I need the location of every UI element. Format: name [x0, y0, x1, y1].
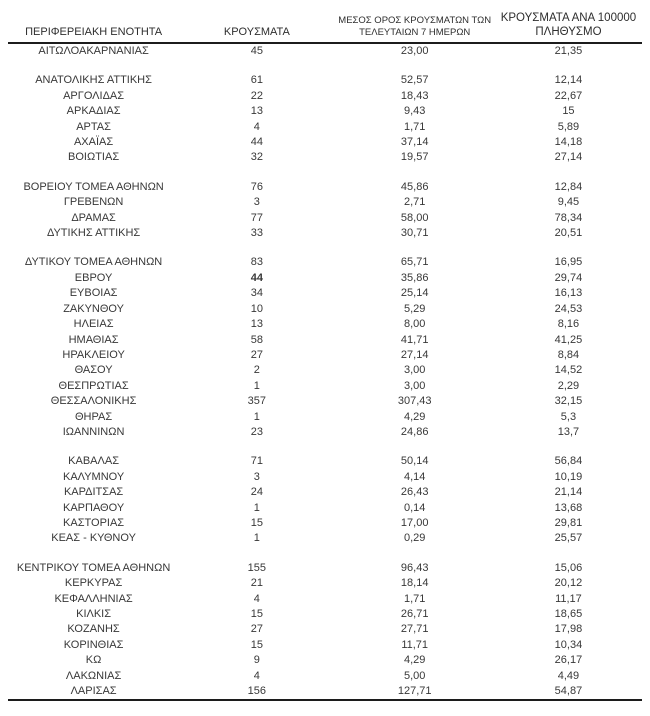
group-spacer-cell — [8, 440, 642, 454]
col-header-per100k — [495, 12, 642, 43]
cell-region: ΕΥΒΟΙΑΣ — [69, 287, 118, 300]
table-header — [8, 12, 642, 43]
table-row — [8, 271, 642, 286]
table-row — [8, 363, 642, 378]
table-row — [8, 226, 642, 241]
cell-per100k: 4,49 — [557, 669, 580, 682]
cell-region: ΖΑΚΥΝΘΟΥ — [63, 302, 124, 315]
cell-region: ΙΩΑΝΝΙΝΩΝ — [62, 425, 125, 438]
cell-per100k: 11,17 — [555, 592, 582, 605]
cell-avg7: 96,43 — [400, 561, 429, 574]
cell-per100k: 27,14 — [554, 151, 583, 164]
cell-per100k: 15 — [562, 105, 575, 118]
cell-avg7: 26,43 — [400, 486, 429, 499]
cell-cases: 13 — [250, 105, 263, 118]
cell-avg7: 26,71 — [400, 608, 429, 620]
cell-region: ΚΩ — [85, 654, 102, 667]
cell-avg7: 41,71 — [400, 333, 429, 346]
cell-cases: 58 — [250, 333, 263, 346]
table-row — [8, 379, 642, 394]
cell-cases: 1 — [253, 379, 260, 392]
cell-per100k: 10,19 — [554, 470, 583, 483]
cell-region: ΚΑΡΠΑΘΟΥ — [63, 501, 125, 514]
cell-region: ΚΑΒΑΛΑΣ — [68, 455, 119, 468]
cell-per100k: 41,25 — [554, 333, 583, 346]
cell-avg7: 24,86 — [400, 425, 429, 438]
col-header-cases — [179, 12, 334, 43]
cell-avg7: 127,71 — [397, 685, 432, 698]
cell-region: ΘΑΣΟΥ — [74, 364, 113, 377]
cell-per100k: 20,12 — [554, 577, 583, 590]
cell-region: ΑΧΑΪΑΣ — [73, 136, 114, 149]
table-row — [8, 286, 642, 301]
table-row — [8, 150, 642, 165]
cell-region: ΑΙΤΩΛΟΑΚΑΡΝΑΝΙΑΣ — [38, 45, 149, 57]
cell-avg7: 4,29 — [403, 410, 426, 423]
cell-region: ΑΡΚΑΔΙΑΣ — [66, 105, 121, 118]
col-header-per100k-line1: ΚΡΟΥΣΜΑΤΑ ΑΝΑ 100000 — [500, 12, 637, 24]
cell-avg7: 65,71 — [400, 256, 429, 269]
cell-avg7: 18,14 — [400, 577, 429, 590]
cell-cases: 1 — [253, 532, 260, 545]
table-row — [8, 531, 642, 546]
col-header-cases-label: ΚΡΟΥΣΜΑΤΑ — [223, 26, 290, 38]
cell-per100k: 26,17 — [554, 654, 583, 667]
cell-per100k: 18,65 — [554, 608, 583, 620]
cell-avg7: 307,43 — [397, 395, 432, 408]
group-spacer — [8, 440, 642, 454]
cell-cases: 22 — [250, 89, 263, 102]
cell-per100k: 21,14 — [554, 486, 583, 499]
table-row — [8, 348, 642, 363]
cell-cases: 45 — [250, 45, 263, 57]
cell-cases: 32 — [250, 151, 263, 164]
cell-cases: 2 — [253, 364, 260, 377]
cell-region: ΚΑΣΤΟΡΙΑΣ — [63, 516, 125, 529]
cell-avg7: 3,00 — [403, 379, 426, 392]
table-row — [8, 454, 642, 469]
cell-region: ΗΜΑΘΙΑΣ — [68, 333, 119, 346]
table-row — [8, 89, 642, 104]
cell-per100k: 10,34 — [554, 638, 583, 651]
cell-avg7: 37,14 — [400, 136, 429, 149]
cell-per100k: 9,45 — [557, 196, 580, 209]
cell-region: ΘΕΣΣΑΛΟΝΙΚΗΣ — [50, 395, 137, 408]
cell-avg7: 0,29 — [403, 532, 426, 545]
cell-region: ΛΑΚΩΝΙΑΣ — [65, 669, 122, 682]
table-row — [8, 135, 642, 150]
cell-cases: 155 — [247, 561, 267, 574]
table-row — [8, 425, 642, 440]
cell-cases: 9 — [253, 654, 260, 667]
cell-cases: 357 — [247, 395, 267, 408]
cell-region: ΚΕΑΣ - ΚΥΘΝΟΥ — [51, 532, 136, 545]
cell-avg7: 18,43 — [400, 89, 429, 102]
cell-region: ΚΙΛΚΙΣ — [76, 608, 112, 620]
cell-region: ΕΒΡΟΥ — [74, 271, 113, 284]
cell-per100k: 16,95 — [554, 256, 583, 269]
cell-cases: 33 — [250, 227, 263, 240]
table-row — [8, 669, 642, 684]
cell-cases: 83 — [250, 256, 263, 269]
cell-per100k: 8,16 — [557, 318, 580, 331]
cell-per100k: 17,98 — [554, 623, 583, 636]
col-header-region — [8, 12, 179, 43]
cell-region: ΚΟΡΙΝΘΙΑΣ — [63, 638, 124, 651]
table-row — [8, 317, 642, 332]
cell-cases: 24 — [250, 486, 263, 499]
cell-per100k: 32,15 — [554, 395, 583, 408]
group-spacer — [8, 241, 642, 255]
cell-cases: 3 — [253, 196, 260, 209]
cell-region: ΒΟΡΕΙΟΥ ΤΟΜΕΑ ΑΘΗΝΩΝ — [23, 180, 164, 193]
table-row — [8, 684, 642, 700]
cell-per100k: 14,18 — [554, 136, 583, 149]
cell-per100k: 22,67 — [554, 89, 583, 102]
cell-avg7: 17,00 — [400, 516, 429, 529]
cell-avg7: 19,57 — [400, 151, 429, 164]
cell-avg7: 5,00 — [403, 669, 426, 682]
cell-avg7: 11,71 — [401, 638, 429, 651]
cell-cases: 44 — [250, 136, 263, 149]
cell-cases: 156 — [247, 685, 267, 698]
cell-cases: 23 — [250, 425, 263, 438]
table-row — [8, 394, 642, 409]
cell-avg7: 4,14 — [403, 470, 426, 483]
cell-region: ΚΕΦΑΛΛΗΝΙΑΣ — [54, 592, 133, 605]
cell-per100k: 13,68 — [554, 501, 583, 514]
table-body — [8, 43, 642, 700]
cell-per100k: 56,84 — [554, 455, 583, 468]
col-header-avg7-line1: ΜΕΣΟΣ ΟΡΟΣ ΚΡΟΥΣΜΑΤΩΝ ΤΩΝ — [338, 15, 492, 26]
group-spacer-cell — [8, 241, 642, 255]
cell-avg7: 45,86 — [400, 180, 429, 193]
header-row — [8, 12, 642, 43]
cell-avg7: 27,71 — [400, 623, 429, 636]
cell-cases: 27 — [250, 623, 263, 636]
cell-cases: 15 — [250, 516, 263, 529]
cell-avg7: 3,00 — [403, 364, 426, 377]
cell-cases: 1 — [253, 501, 260, 514]
cell-region: ΚΕΝΤΡΙΚΟΥ ΤΟΜΕΑ ΑΘΗΝΩΝ — [16, 561, 171, 574]
group-spacer — [8, 166, 642, 180]
cell-region: ΗΡΑΚΛΕΙΟΥ — [62, 348, 125, 361]
cell-region: ΗΛΕΙΑΣ — [73, 318, 114, 331]
cell-per100k: 21,35 — [554, 45, 583, 57]
table-row — [8, 622, 642, 637]
cell-avg7: 2,71 — [403, 196, 426, 209]
table-row — [8, 255, 642, 270]
table-row — [8, 43, 642, 59]
table-row — [8, 302, 642, 317]
cell-avg7: 1,71 — [403, 120, 426, 133]
table-row — [8, 592, 642, 607]
col-header-avg7 — [335, 12, 495, 43]
cell-per100k: 29,74 — [554, 271, 583, 284]
cell-avg7: 1,71 — [403, 592, 426, 605]
cell-avg7: 4,29 — [403, 654, 426, 667]
cell-region: ΔΥΤΙΚΟΥ ΤΟΜΕΑ ΑΘΗΝΩΝ — [24, 256, 163, 269]
cell-region: ΚΑΛΥΜΝΟΥ — [62, 470, 125, 483]
table-row — [8, 470, 642, 485]
cell-per100k: 15,06 — [554, 561, 583, 574]
cell-avg7: 52,57 — [400, 74, 429, 87]
cell-region: ΚΟΖΑΝΗΣ — [67, 623, 120, 636]
table-row — [8, 501, 642, 516]
cell-region: ΒΟΙΩΤΙΑΣ — [68, 151, 120, 164]
cell-region: ΑΝΑΤΟΛΙΚΗΣ ΑΤΤΙΚΗΣ — [35, 74, 152, 87]
group-spacer-cell — [8, 59, 642, 73]
cell-per100k: 78,34 — [554, 211, 583, 224]
cell-cases: 71 — [250, 455, 263, 468]
col-header-per100k-line2: ΠΛΗΘΥΣΜΟ — [535, 25, 602, 38]
cell-region: ΘΗΡΑΣ — [75, 410, 113, 423]
table-row — [8, 410, 642, 425]
cell-per100k: 8,84 — [557, 348, 580, 361]
cell-per100k: 12,84 — [554, 180, 583, 193]
cell-region: ΛΑΡΙΣΑΣ — [70, 685, 117, 698]
cell-avg7: 30,71 — [400, 227, 429, 240]
cell-region: ΓΡΕΒΕΝΩΝ — [63, 196, 124, 209]
cell-region: ΚΑΡΔΙΤΣΑΣ — [63, 486, 124, 499]
regional-cases-table — [8, 12, 642, 701]
cell-cases: 15 — [250, 638, 263, 651]
group-spacer-cell — [8, 547, 642, 561]
cell-per100k: 20,51 — [554, 227, 583, 240]
cell-region: ΔΡΑΜΑΣ — [71, 211, 116, 224]
cell-cases: 1 — [253, 410, 260, 423]
group-spacer — [8, 547, 642, 561]
table-row — [8, 638, 642, 653]
cell-cases: 4 — [253, 669, 260, 682]
cell-avg7: 27,14 — [400, 348, 429, 361]
table-row — [8, 576, 642, 591]
cell-avg7: 25,14 — [400, 287, 429, 300]
cell-per100k: 14,52 — [554, 364, 583, 377]
cell-cases: 34 — [250, 287, 263, 300]
cell-cases: 44 — [250, 271, 263, 284]
cell-cases: 4 — [253, 120, 260, 133]
group-spacer-cell — [8, 166, 642, 180]
cell-per100k: 5,3 — [560, 410, 577, 423]
cell-avg7: 0,14 — [403, 501, 426, 514]
cell-cases: 13 — [250, 318, 263, 331]
table-row — [8, 120, 642, 135]
cell-cases: 4 — [253, 592, 260, 605]
cell-per100k: 24,53 — [554, 302, 583, 315]
table-row — [8, 653, 642, 668]
cell-region: ΘΕΣΠΡΩΤΙΑΣ — [58, 379, 129, 392]
cell-cases: 15 — [250, 608, 263, 620]
cell-per100k: 16,13 — [554, 287, 583, 300]
cell-per100k: 54,87 — [554, 685, 583, 698]
cell-cases: 10 — [250, 302, 263, 315]
cell-per100k: 2,29 — [557, 379, 580, 392]
table-row — [8, 333, 642, 348]
table-row — [8, 211, 642, 226]
cell-cases: 77 — [250, 211, 263, 224]
cell-region: ΔΥΤΙΚΗΣ ΑΤΤΙΚΗΣ — [46, 227, 141, 240]
cell-per100k: 12,14 — [554, 74, 583, 87]
table-row — [8, 485, 642, 500]
cell-avg7: 5,29 — [403, 302, 426, 315]
table-row — [8, 73, 642, 88]
cell-per100k: 25,57 — [554, 532, 583, 545]
cell-cases: 61 — [250, 74, 263, 87]
col-header-region-label: ΠΕΡΙΦΕΡΕΙΑΚΗ ΕΝΟΤΗΤΑ — [25, 26, 163, 38]
table-row — [8, 195, 642, 210]
cell-avg7: 35,86 — [400, 271, 429, 284]
cell-avg7: 8,00 — [403, 318, 426, 331]
cell-avg7: 23,00 — [400, 45, 429, 57]
cell-per100k: 29,81 — [554, 516, 583, 529]
cell-avg7: 9,43 — [403, 105, 426, 118]
table-row — [8, 561, 642, 576]
cell-avg7: 58,00 — [400, 211, 429, 224]
cell-cases: 76 — [250, 180, 263, 193]
cell-region: ΚΕΡΚΥΡΑΣ — [64, 577, 123, 590]
col-header-avg7-line2: ΤΕΛΕΥΤΑΙΩΝ 7 ΗΜΕΡΩΝ — [359, 27, 471, 38]
table-row — [8, 104, 642, 119]
cell-cases: 3 — [253, 470, 260, 483]
cell-avg7: 50,14 — [400, 455, 429, 468]
cell-region: ΑΡΤΑΣ — [76, 120, 111, 133]
cell-region: ΑΡΓΟΛΙΔΑΣ — [63, 89, 125, 102]
cell-per100k: 5,89 — [557, 120, 580, 133]
cell-cases: 27 — [250, 348, 263, 361]
group-spacer — [8, 59, 642, 73]
cell-cases: 21 — [250, 577, 263, 590]
table-row — [8, 607, 642, 622]
table-row — [8, 180, 642, 195]
cell-per100k: 13,7 — [557, 425, 580, 438]
table-row — [8, 516, 642, 531]
